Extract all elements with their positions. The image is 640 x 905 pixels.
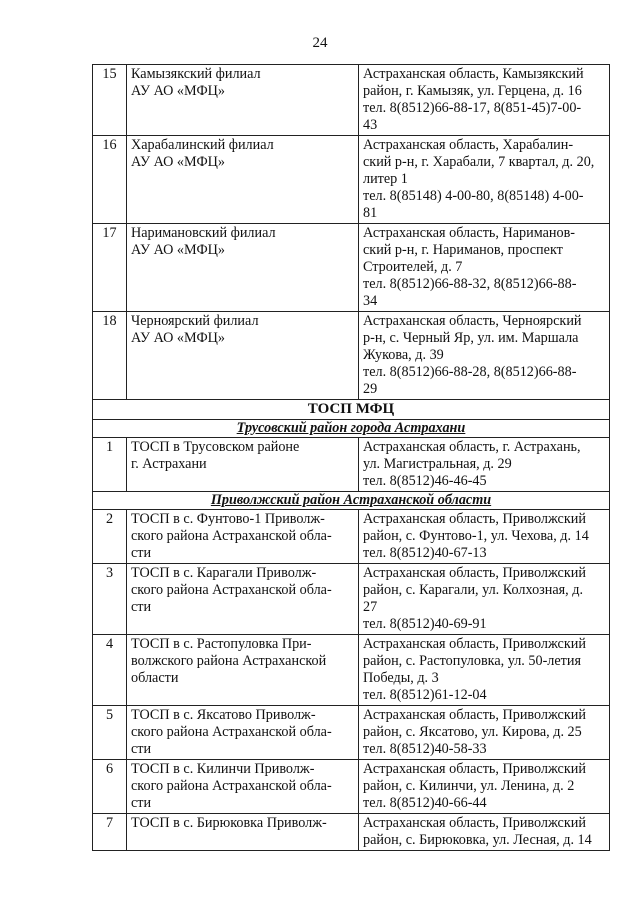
office-name bbox=[127, 635, 359, 706]
row-number: 2 bbox=[93, 510, 127, 564]
table-row bbox=[93, 312, 610, 400]
address-line: 81 bbox=[363, 205, 378, 221]
address-line: тел. 8(8512)66-88-32, 8(8512)66-88- bbox=[363, 276, 577, 292]
office-name-line: ского района Астраханской обла- bbox=[131, 582, 332, 598]
office-name-line: сти bbox=[131, 545, 152, 561]
section-row bbox=[93, 400, 610, 420]
address-line: район, г. Камызяк, ул. Герцена, д. 16 bbox=[363, 83, 582, 99]
office-address bbox=[359, 635, 610, 706]
address-line: Астраханская область, Камызякский bbox=[363, 66, 584, 82]
office-name bbox=[127, 136, 359, 224]
office-name-line: г. Астрахани bbox=[131, 456, 207, 472]
address-line: район, с. Килинчи, ул. Ленина, д. 2 bbox=[363, 778, 575, 794]
office-name-line: АУ АО «МФЦ» bbox=[131, 330, 225, 346]
table-row bbox=[93, 510, 610, 564]
address-line: Астраханская область, Приволжский bbox=[363, 707, 586, 723]
address-line: тел. 8(8512)66-88-28, 8(8512)66-88- bbox=[363, 364, 577, 380]
table-row bbox=[93, 814, 610, 851]
address-line: район, с. Фунтово-1, ул. Чехова, д. 14 bbox=[363, 528, 589, 544]
address-line: тел. 8(8512)61-12-04 bbox=[363, 687, 487, 703]
address-line: Астраханская область, Черноярский bbox=[363, 313, 582, 329]
office-name-line: ского района Астраханской обла- bbox=[131, 528, 332, 544]
row-number: 16 bbox=[93, 136, 127, 224]
office-name-line: сти bbox=[131, 599, 152, 615]
table-row bbox=[93, 635, 610, 706]
office-name bbox=[127, 312, 359, 400]
office-name bbox=[127, 706, 359, 760]
address-line: 34 bbox=[363, 293, 378, 309]
subsection-row bbox=[93, 420, 610, 438]
address-line: Астраханская область, Нариманов- bbox=[363, 225, 576, 241]
subsection-row bbox=[93, 492, 610, 510]
address-line: тел. 8(8512)40-69-91 bbox=[363, 616, 487, 632]
office-name-line: сти bbox=[131, 795, 152, 811]
row-number: 17 bbox=[93, 224, 127, 312]
page-number: 24 bbox=[312, 35, 328, 51]
office-name-line: ТОСП в с. Бирюковка Приволж- bbox=[131, 815, 327, 831]
office-address bbox=[359, 706, 610, 760]
address-line: тел. 8(8512)40-66-44 bbox=[363, 795, 487, 811]
address-line: Астраханская область, Приволжский bbox=[363, 511, 586, 527]
office-name-line: АУ АО «МФЦ» bbox=[131, 154, 225, 170]
office-address bbox=[359, 224, 610, 312]
address-line: Астраханская область, Приволжский bbox=[363, 565, 586, 581]
row-number: 3 bbox=[93, 564, 127, 635]
office-address bbox=[359, 760, 610, 814]
office-address bbox=[359, 510, 610, 564]
address-line: ский р-н, г. Харабали, 7 квартал, д. 20, bbox=[363, 154, 595, 170]
row-number: 18 bbox=[93, 312, 127, 400]
office-address bbox=[359, 564, 610, 635]
table-row bbox=[93, 564, 610, 635]
office-name bbox=[127, 65, 359, 136]
office-name-line: ТОСП в с. Растопуловка При- bbox=[131, 636, 312, 652]
office-address bbox=[359, 814, 610, 851]
office-name-line: ТОСП в с. Яксатово Приволж- bbox=[131, 707, 316, 723]
address-line: тел. 8(8512)40-67-13 bbox=[363, 545, 487, 561]
row-number: 7 bbox=[93, 814, 127, 851]
address-line: Победы, д. 3 bbox=[363, 670, 439, 686]
office-address bbox=[359, 312, 610, 400]
address-line: Астраханская область, Приволжский bbox=[363, 815, 586, 831]
office-name-line: АУ АО «МФЦ» bbox=[131, 242, 225, 258]
office-address bbox=[359, 65, 610, 136]
table-row bbox=[93, 136, 610, 224]
address-line: 27 bbox=[363, 599, 378, 615]
address-line: Астраханская область, Приволжский bbox=[363, 636, 586, 652]
address-line: ул. Магистральная, д. 29 bbox=[363, 456, 512, 472]
subsection-title-2: Приволжский район Астраханской области bbox=[93, 492, 610, 510]
address-line: тел. 8(8512)46-46-45 bbox=[363, 473, 487, 489]
address-line: район, с. Яксатово, ул. Кирова, д. 25 bbox=[363, 724, 582, 740]
office-name bbox=[127, 814, 359, 851]
office-name-line: ТОСП в Трусовском районе bbox=[131, 439, 300, 455]
address-line: район, с. Бирюковка, ул. Лесная, д. 14 bbox=[363, 832, 592, 848]
address-line: район, с. Растопуловка, ул. 50-летия bbox=[363, 653, 581, 669]
address-line: тел. 8(8512)66-88-17, 8(851-45)7-00- bbox=[363, 100, 582, 116]
address-line: литер 1 bbox=[363, 171, 408, 187]
office-name bbox=[127, 438, 359, 492]
section-title: ТОСП МФЦ bbox=[93, 400, 610, 420]
table-row bbox=[93, 760, 610, 814]
row-number: 1 bbox=[93, 438, 127, 492]
office-name-line: Харабалинский филиал bbox=[131, 137, 274, 153]
address-line: тел. 8(85148) 4-00-80, 8(85148) 4-00- bbox=[363, 188, 584, 204]
table-row bbox=[93, 224, 610, 312]
address-line: Астраханская область, Приволжский bbox=[363, 761, 586, 777]
table-row bbox=[93, 706, 610, 760]
row-number: 4 bbox=[93, 635, 127, 706]
office-name bbox=[127, 564, 359, 635]
address-line: 29 bbox=[363, 381, 378, 397]
tosp-group-2 bbox=[93, 510, 610, 851]
offices-table bbox=[92, 64, 610, 851]
office-address bbox=[359, 438, 610, 492]
office-name-line: ТОСП в с. Фунтово-1 Приволж- bbox=[131, 511, 325, 527]
tosp-group-1 bbox=[93, 438, 610, 492]
office-address bbox=[359, 136, 610, 224]
office-name-line: ТОСП в с. Карагали Приволж- bbox=[131, 565, 317, 581]
office-name-line: Наримановский филиал bbox=[131, 225, 276, 241]
office-name-line: ского района Астраханской обла- bbox=[131, 724, 332, 740]
office-name bbox=[127, 510, 359, 564]
office-name-line: Камызякский филиал bbox=[131, 66, 261, 82]
address-line: 43 bbox=[363, 117, 378, 133]
office-name-line: области bbox=[131, 670, 179, 686]
address-line: Астраханская область, г. Астрахань, bbox=[363, 439, 581, 455]
office-name-line: ТОСП в с. Килинчи Приволж- bbox=[131, 761, 315, 777]
office-name bbox=[127, 760, 359, 814]
table-row bbox=[93, 438, 610, 492]
address-line: район, с. Карагали, ул. Колхозная, д. bbox=[363, 582, 584, 598]
filials-group bbox=[93, 65, 610, 400]
office-name-line: ского района Астраханской обла- bbox=[131, 778, 332, 794]
row-number: 15 bbox=[93, 65, 127, 136]
address-line: Астраханская область, Харабалин- bbox=[363, 137, 574, 153]
address-line: тел. 8(8512)40-58-33 bbox=[363, 741, 487, 757]
row-number: 5 bbox=[93, 706, 127, 760]
address-line: р-н, с. Черный Яр, ул. им. Маршала bbox=[363, 330, 579, 346]
subsection-title-1: Трусовский район города Астрахани bbox=[93, 420, 610, 438]
table-row bbox=[93, 65, 610, 136]
office-name-line: волжского района Астраханской bbox=[131, 653, 327, 669]
address-line: Жукова, д. 39 bbox=[363, 347, 444, 363]
address-line: Строителей, д. 7 bbox=[363, 259, 463, 275]
office-name-line: АУ АО «МФЦ» bbox=[131, 83, 225, 99]
address-line: ский р-н, г. Нариманов, проспект bbox=[363, 242, 563, 258]
office-name-line: сти bbox=[131, 741, 152, 757]
row-number: 6 bbox=[93, 760, 127, 814]
office-name bbox=[127, 224, 359, 312]
office-name-line: Черноярский филиал bbox=[131, 313, 259, 329]
